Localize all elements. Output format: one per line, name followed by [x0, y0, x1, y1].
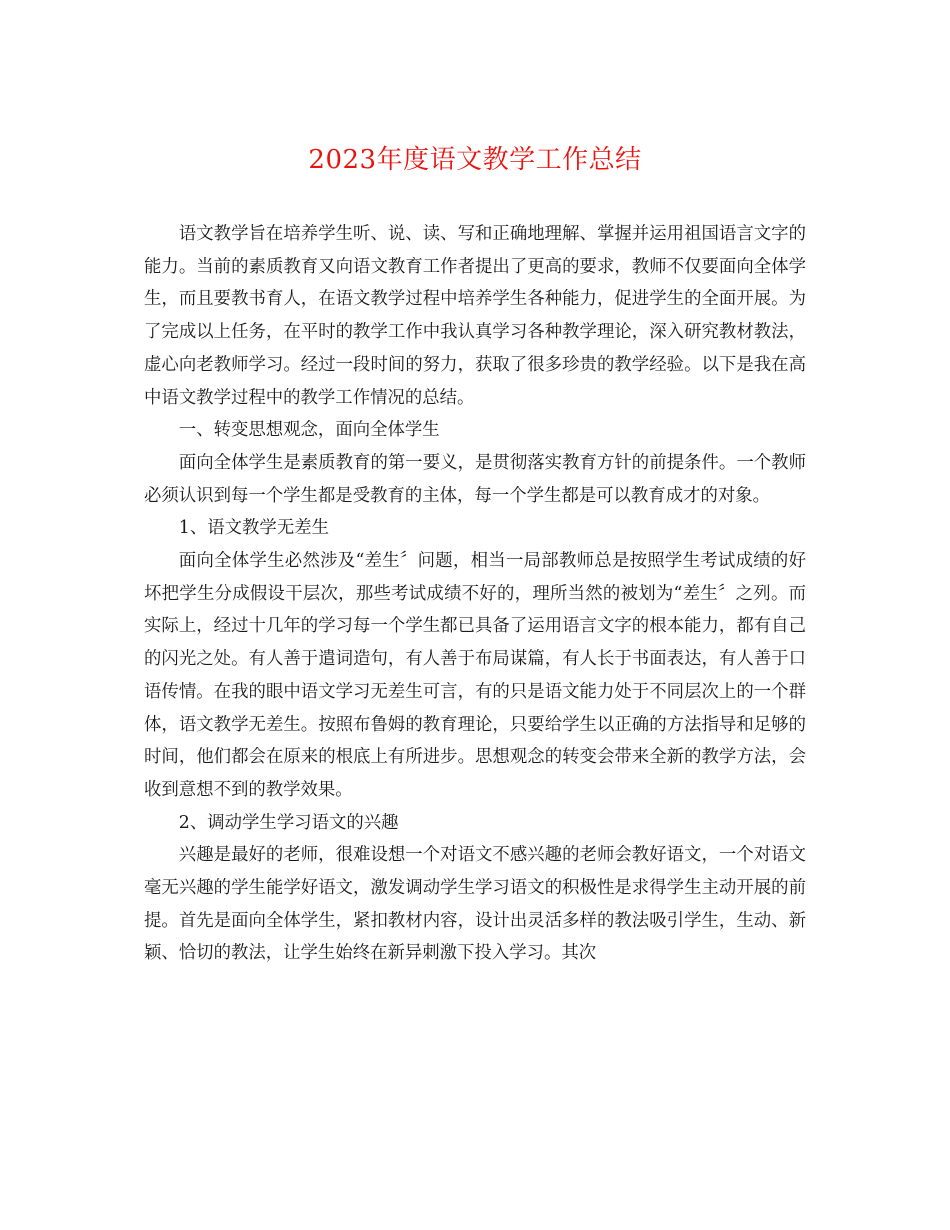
document-body — [144, 218, 806, 970]
paragraph-subsection-1: 面向全体学生必然涉及“差生〞问题，相当一局部教师总是按照学生考试成绩的好坏把学生分成假设干层次，那些考试成绩不好的，理所当然的被划为“差生〞之列。而实际上，经过十几年的学习每一个学生都已具备了运用语言文字的根本能力，都有自己的闪光之处。有人善于遣词造句，有人善于布局谋篇，有人长于书面表达，有人善于口语传情。在我的眼中语文学习无差生可言，有的只是语文能力处于不同层次上的一个群体，语文教学无差生。按照布鲁姆的教育理论，只要给学生以正确的方法指导和足够的时间，他们都会在原来的根底上有所进步。思想观念的转变会带来全新的教学方法，会收到意想不到的教学效果。 — [144, 551, 806, 800]
paragraph-section-1: 面向全体学生是素质教育的第一要义，是贯彻落实教育方针的前提条件。一个教师必须认识到每一个学生都是受教育的主体，每一个学生都是可以教育成才的对象。 — [144, 452, 806, 506]
paragraph-intro: 语文教学旨在培养学生听、说、读、写和正确地理解、掌握并运用祖国语言文字的能力。当前的素质教育又向语文教育工作者提出了更高的要求，教师不仅要面向全体学生，而且要教书育人，在语文教学过程中培养学生各种能力，促进学生的全面开展。为了完成以上任务，在平时的教学工作中我认真学习各种教学理论，深入研究教材教法，虚心向老教师学习。经过一段时间的努力，获取了很多珍贵的教学经验。以下是我在高中语文教学过程中的教学工作情况的总结。 — [144, 224, 806, 408]
section-heading-1: 一、转变思想观念，面向全体学生 — [178, 420, 440, 441]
subsection-heading-2: 2、调动学生学习语文的兴趣 — [178, 812, 399, 833]
subsection-heading-1: 1、语文教学无差生 — [178, 518, 329, 539]
paragraph-subsection-2: 兴趣是最好的老师，很难设想一个对语文不感兴趣的老师会教好语文，一个对语文毫无兴趣的学生能学好语文，激发调动学生学习语文的积极性是求得学生主动开展的前提。首先是面向全体学生，紧扣教材内容，设计出灵活多样的教法吸引学生，生动、新颖、恰切的教法，让学生始终在新异刺激下投入学习。其次 — [144, 845, 806, 964]
document-title: 2023年度语文教学工作总结 — [308, 145, 642, 175]
